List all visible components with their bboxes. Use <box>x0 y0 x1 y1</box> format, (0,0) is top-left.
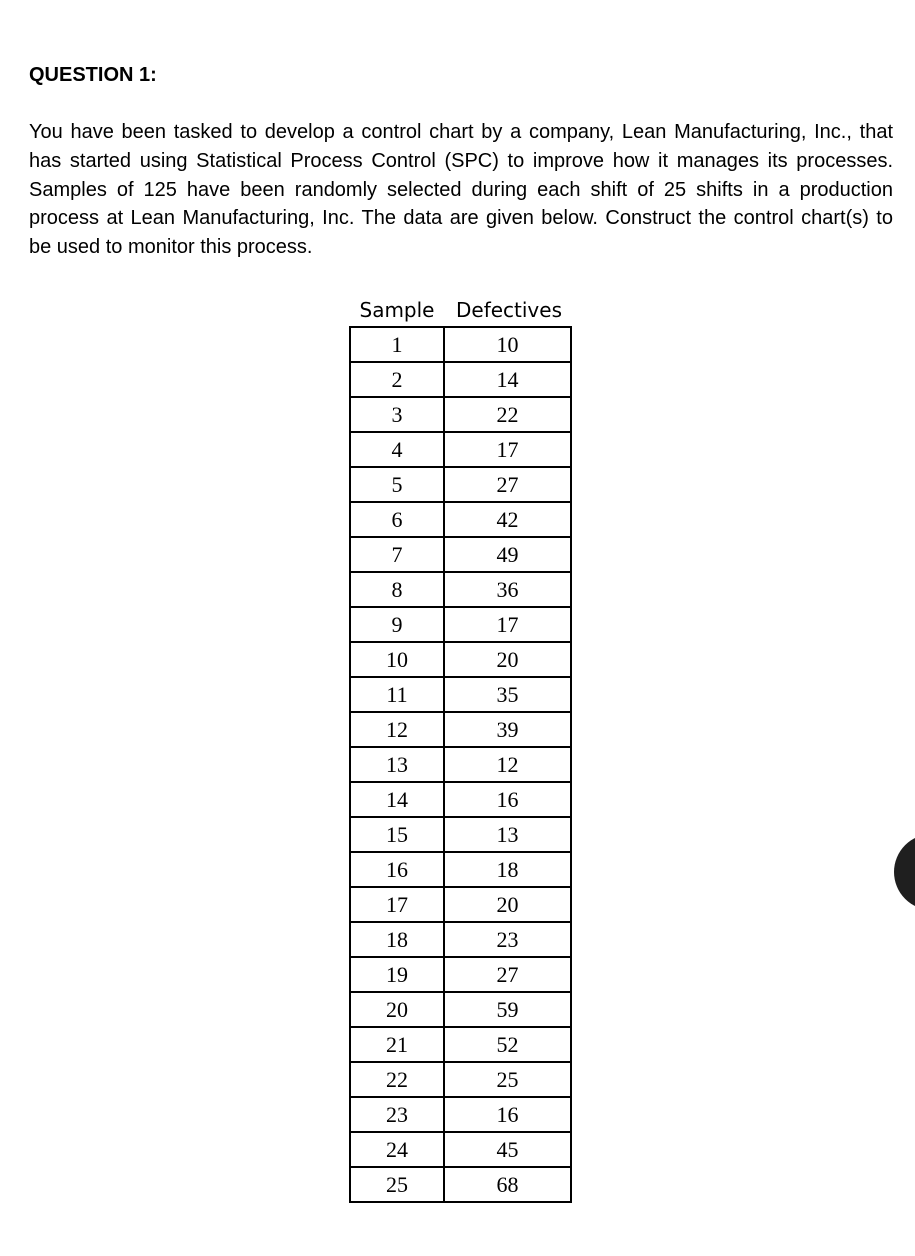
defectives-cell: 27 <box>444 467 571 502</box>
table-row <box>350 887 571 922</box>
defectives-table <box>349 294 573 1203</box>
table-row <box>350 572 571 607</box>
sample-cell: 1 <box>350 327 444 362</box>
sample-cell: 6 <box>350 502 444 537</box>
table-row <box>350 642 571 677</box>
table-row <box>350 397 571 432</box>
defectives-cell: 36 <box>444 572 571 607</box>
sample-cell: 23 <box>350 1097 444 1132</box>
sample-cell: 2 <box>350 362 444 397</box>
defectives-cell: 35 <box>444 677 571 712</box>
table-row <box>350 607 571 642</box>
question-text: You have been tasked to develop a control chart by a company, Lean Manufacturing, Inc., that has started using Statistical Process Control (SPC) to improve how it manages its processes. Samples of 125 have been randomly selected during each shift of 25 shifts in a production process at Lean Manufacturing, Inc. The data are given below. Construct the control chart(s) to be used to monitor this process. <box>29 121 893 259</box>
table-row <box>350 817 571 852</box>
table-header-row <box>349 294 573 326</box>
table-row <box>350 992 571 1027</box>
sample-cell: 13 <box>350 747 444 782</box>
sample-cell: 10 <box>350 642 444 677</box>
defectives-cell: 39 <box>444 712 571 747</box>
defectives-cell: 18 <box>444 852 571 887</box>
defectives-cell: 22 <box>444 397 571 432</box>
defectives-cell: 16 <box>444 1097 571 1132</box>
table-row <box>350 1132 571 1167</box>
defectives-cell: 23 <box>444 922 571 957</box>
table-row <box>350 327 571 362</box>
sample-cell: 21 <box>350 1027 444 1062</box>
table-row <box>350 1062 571 1097</box>
table-row <box>350 957 571 992</box>
defectives-cell: 27 <box>444 957 571 992</box>
sample-cell: 20 <box>350 992 444 1027</box>
sample-cell: 16 <box>350 852 444 887</box>
table-row <box>350 747 571 782</box>
defectives-cell: 42 <box>444 502 571 537</box>
table-row <box>350 502 571 537</box>
table-row <box>350 677 571 712</box>
defectives-cell: 10 <box>444 327 571 362</box>
sample-cell: 22 <box>350 1062 444 1097</box>
header-defectives: Defectives <box>455 298 562 322</box>
table-row <box>350 467 571 502</box>
table-row <box>350 537 571 572</box>
table-row <box>350 1097 571 1132</box>
sample-cell: 5 <box>350 467 444 502</box>
defectives-cell: 16 <box>444 782 571 817</box>
table-row <box>350 362 571 397</box>
defectives-cell: 20 <box>444 642 571 677</box>
sample-cell: 17 <box>350 887 444 922</box>
defectives-cell: 52 <box>444 1027 571 1062</box>
sample-cell: 19 <box>350 957 444 992</box>
defectives-cell: 14 <box>444 362 571 397</box>
sample-cell: 3 <box>350 397 444 432</box>
data-table <box>349 326 572 1203</box>
sample-cell: 9 <box>350 607 444 642</box>
sample-cell: 12 <box>350 712 444 747</box>
table-row <box>350 1027 571 1062</box>
defectives-cell: 20 <box>444 887 571 922</box>
question-title: QUESTION 1: <box>29 64 157 86</box>
sample-cell: 8 <box>350 572 444 607</box>
defectives-cell: 49 <box>444 537 571 572</box>
sample-cell: 15 <box>350 817 444 852</box>
defectives-cell: 25 <box>444 1062 571 1097</box>
table-row <box>350 782 571 817</box>
defectives-cell: 12 <box>444 747 571 782</box>
defectives-cell: 17 <box>444 432 571 467</box>
header-sample: Sample <box>359 298 435 322</box>
table-row <box>350 1167 571 1202</box>
table-row <box>350 922 571 957</box>
defectives-cell: 17 <box>444 607 571 642</box>
defectives-cell: 68 <box>444 1167 571 1202</box>
sample-cell: 14 <box>350 782 444 817</box>
sample-cell: 25 <box>350 1167 444 1202</box>
sample-cell: 4 <box>350 432 444 467</box>
defectives-cell: 45 <box>444 1132 571 1167</box>
sample-cell: 24 <box>350 1132 444 1167</box>
table-body <box>350 327 571 1202</box>
edge-overlay-shape <box>894 834 915 910</box>
table-row <box>350 712 571 747</box>
defectives-cell: 59 <box>444 992 571 1027</box>
sample-cell: 18 <box>350 922 444 957</box>
defectives-cell: 13 <box>444 817 571 852</box>
sample-cell: 7 <box>350 537 444 572</box>
table-row <box>350 852 571 887</box>
table-row <box>350 432 571 467</box>
sample-cell: 11 <box>350 677 444 712</box>
